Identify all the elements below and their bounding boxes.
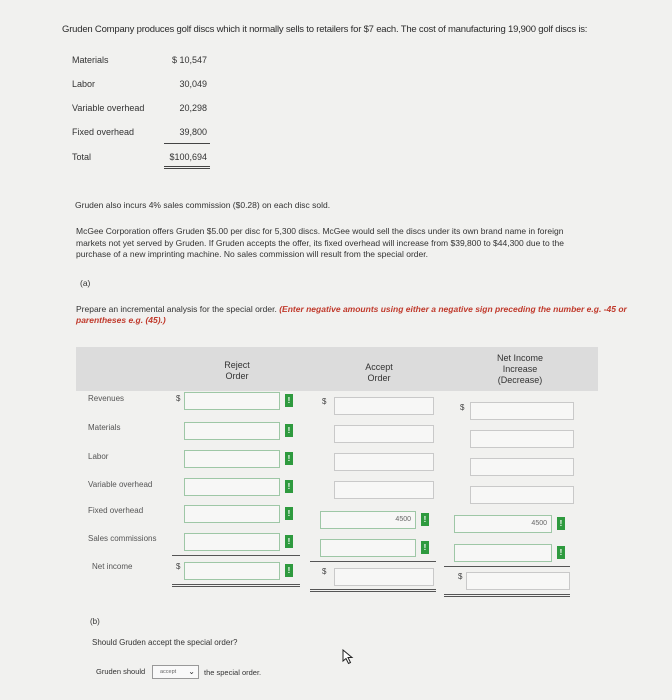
col-net-line-1: Net Income (496, 353, 544, 363)
reject-fixed-overhead-input[interactable] (184, 505, 280, 523)
accept-reject-select[interactable] (152, 665, 199, 679)
reject-labor-input[interactable] (184, 450, 280, 468)
col-net-income (488, 353, 552, 386)
part-b-suffix: the special order. (204, 668, 262, 677)
reject-materials-input[interactable] (184, 422, 280, 440)
mouse-pointer-icon (342, 649, 354, 665)
net-total-rule-2 (444, 596, 570, 597)
accept-variable-overhead-input[interactable] (334, 481, 434, 499)
problem-intro: Gruden Company produces golf discs which it normally sells to retailers for $7 each. The cost of manufacturing 19,900 golf discs is: (62, 24, 588, 35)
net-sales-commissions-input[interactable] (454, 544, 552, 562)
dollar-sign: $ (460, 403, 465, 412)
dollar-sign: $ (322, 397, 327, 406)
select-value: accept (160, 669, 177, 675)
part-b-label: (b) (90, 617, 100, 626)
commission-note: Gruden also incurs 4% sales commission ($0.28) on each disc sold. (75, 200, 331, 210)
row-label-sales-commissions: Sales commissions (88, 534, 157, 543)
cost-label-materials: Materials (72, 55, 109, 65)
net-materials-input[interactable] (470, 430, 574, 448)
alert-flag-icon[interactable]: ! (285, 507, 293, 520)
cost-value-variable-overhead: 20,298 (179, 103, 207, 113)
part-a-label: (a) (80, 278, 91, 288)
alert-flag-icon[interactable]: ! (421, 513, 429, 526)
col-accept-order (352, 362, 406, 384)
cost-label-fixed-overhead: Fixed overhead (72, 127, 135, 137)
alert-flag-icon[interactable]: ! (557, 546, 565, 559)
col-accept-line-1: Accept (365, 362, 393, 372)
dollar-sign: $ (458, 572, 463, 581)
row-label-variable-overhead: Variable overhead (88, 480, 153, 489)
subtotal-rule (164, 143, 210, 144)
row-label-fixed-overhead: Fixed overhead (88, 506, 144, 515)
net-labor-input[interactable] (470, 458, 574, 476)
cost-label-variable-overhead: Variable overhead (72, 103, 145, 113)
col-accept-line-2: Order (367, 373, 391, 383)
chevron-down-icon: ⌄ (188, 667, 195, 676)
alert-flag-icon[interactable]: ! (285, 452, 293, 465)
accept-labor-input[interactable] (334, 453, 434, 471)
total-double-rule-2 (164, 168, 210, 169)
reject-revenues-input[interactable] (184, 392, 280, 410)
accept-materials-input[interactable] (334, 425, 434, 443)
row-label-materials: Materials (88, 423, 121, 432)
cost-value-fixed-overhead: 39,800 (179, 127, 207, 137)
accept-sales-commissions-input[interactable] (320, 539, 416, 557)
cost-label-total: Total (72, 152, 92, 162)
alert-flag-icon[interactable]: ! (285, 424, 293, 437)
dollar-sign: $ (322, 567, 327, 576)
instruction-text: Prepare an incremental analysis for the special order. (76, 304, 277, 314)
accept-net-income-input[interactable] (334, 568, 434, 586)
accept-revenues-input[interactable] (334, 397, 434, 415)
special-offer-text (76, 226, 636, 261)
part-b-question: Should Gruden accept the special order? (92, 638, 238, 647)
reject-sales-commissions-input[interactable] (184, 533, 280, 551)
alert-flag-icon[interactable]: ! (285, 535, 293, 548)
alert-flag-icon[interactable]: ! (557, 517, 565, 530)
dollar-sign: $ (176, 394, 181, 403)
reject-variable-overhead-input[interactable] (184, 478, 280, 496)
col-reject-line-1: Reject (224, 360, 250, 370)
special-offer-line-1: McGee Corporation offers Gruden $5.00 per disc for 5,300 discs. McGee would sell the discs under its own brand name in foreign (76, 226, 564, 236)
reject-total-rule-1 (172, 584, 300, 585)
part-a-instruction (76, 304, 627, 316)
dollar-sign: $ (176, 562, 181, 571)
row-label-net-income: Net income (92, 562, 133, 571)
net-total-rule-1 (444, 594, 570, 595)
net-fixed-overhead-input[interactable] (454, 515, 552, 533)
reject-total-rule-2 (172, 586, 300, 587)
accept-fixed-overhead-input[interactable] (320, 511, 416, 529)
col-reject-order (212, 360, 262, 382)
col-net-line-3: (Decrease) (497, 375, 543, 385)
net-net-income-input[interactable] (466, 572, 570, 590)
alert-flag-icon[interactable]: ! (285, 394, 293, 407)
special-offer-line-3: purchase of a new imprinting machine. No sales commission will result from the special order. (76, 249, 428, 259)
cost-value-labor: 30,049 (179, 79, 207, 89)
cost-value-materials: $ 10,547 (171, 55, 207, 65)
col-net-line-2: Increase (502, 364, 538, 374)
accept-total-rule-1 (310, 589, 436, 590)
alert-flag-icon[interactable]: ! (285, 564, 293, 577)
accept-subtotal-rule (310, 561, 436, 562)
cost-label-labor: Labor (72, 79, 96, 89)
input-hint: (Enter negative amounts using either a negative sign preceding the number e.g. -45 or (279, 304, 627, 314)
col-reject-line-2: Order (225, 371, 249, 381)
accept-fixed-overhead-value: 4500 (395, 516, 411, 523)
special-offer-line-2: markets not yet served by Gruden. If Gruden accepts the offer, its fixed overhead will increase from $39,800 to $44,300 due to the (76, 237, 564, 248)
total-double-rule-1 (164, 166, 210, 167)
alert-flag-icon[interactable]: ! (285, 480, 293, 493)
row-label-labor: Labor (88, 452, 109, 461)
input-hint-line-2: parentheses e.g. (45).) (76, 315, 166, 325)
reject-subtotal-rule (172, 555, 300, 556)
net-variable-overhead-input[interactable] (470, 486, 574, 504)
cost-value-total: $100,694 (169, 152, 207, 162)
part-b-prefix: Gruden should (96, 667, 146, 676)
accept-total-rule-2 (310, 591, 436, 592)
net-fixed-overhead-value: 4500 (531, 520, 547, 527)
net-subtotal-rule (444, 566, 570, 567)
row-label-revenues: Revenues (88, 394, 125, 403)
reject-net-income-input[interactable] (184, 562, 280, 580)
net-revenues-input[interactable] (470, 402, 574, 420)
alert-flag-icon[interactable]: ! (421, 541, 429, 554)
